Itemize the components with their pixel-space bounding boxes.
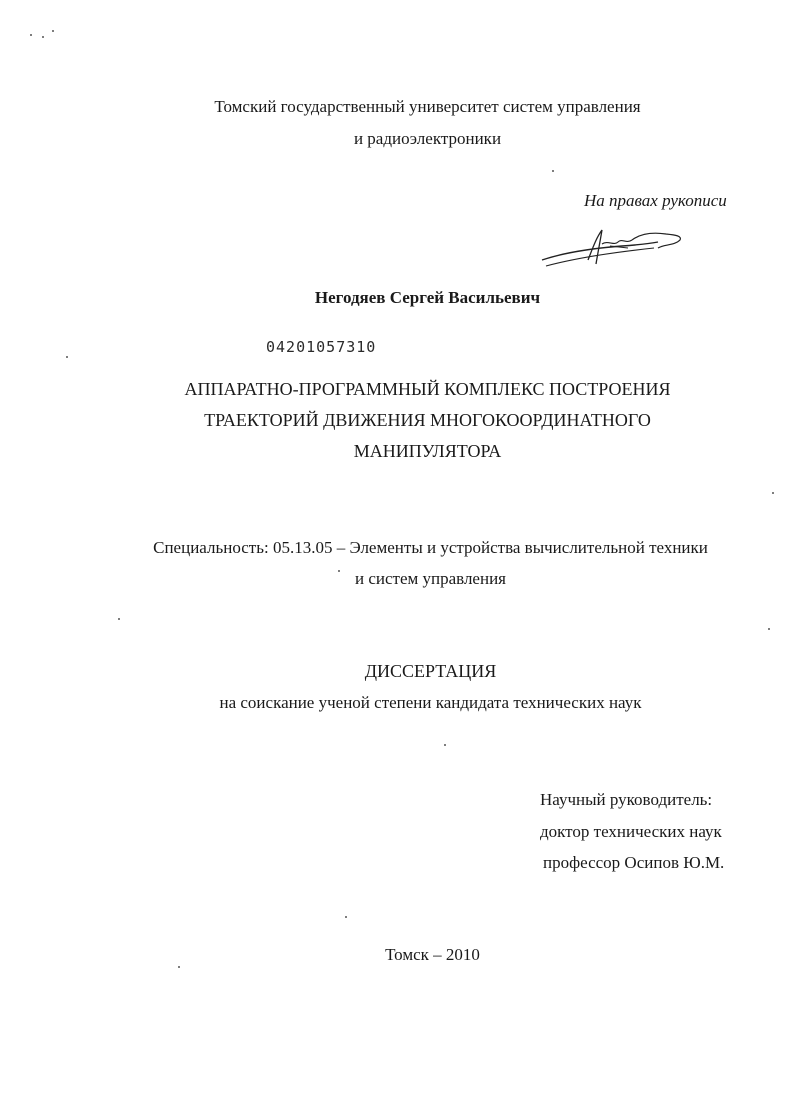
thesis-title-line2: ТРАЕКТОРИЙ ДВИЖЕНИЯ МНОГОКООРДИНАТНОГО [204,410,651,430]
university-name-line2: и радиоэлектроники [353,129,502,148]
scan-speck [66,356,68,358]
specialty-line2: и систем управления [354,569,506,588]
scan-speck [552,170,554,172]
advisor-name: профессор Осипов Ю.М. [543,853,725,872]
scan-speck [444,744,446,746]
author-name: Негодяев Сергей Васильевич [314,288,541,307]
document-type: ДИССЕРТАЦИЯ [364,661,497,681]
catalog-number-stamp: 04201057310 [266,338,377,356]
scan-speck [768,628,770,630]
advisor-degree: доктор технических наук [540,822,722,841]
scan-speck [178,966,180,968]
handwritten-signature [536,222,686,272]
scan-speck [772,492,774,494]
scan-speck [345,916,347,918]
scan-speck [30,34,32,36]
scan-speck [42,36,44,38]
degree-statement: на соискание ученой степени кандидата технических наук [219,693,642,712]
thesis-title-line1: АППАРАТНО-ПРОГРАММНЫЙ КОМПЛЕКС ПОСТРОЕНИЯ [184,379,671,399]
advisor-label: Научный руководитель: [540,790,713,809]
scan-speck [52,30,54,32]
specialty-line1: Специальность: 05.13.05 – Элементы и устройства вычислительной техники [153,538,708,557]
thesis-title-line3: МАНИПУЛЯТОРА [353,441,502,461]
scan-speck [118,618,120,620]
manuscript-rights-note: На правах рукописи [584,191,727,210]
scan-speck [338,570,340,572]
university-name-line1: Томский государственный университет систем управления [214,97,641,116]
city-year: Томск – 2010 [385,945,480,964]
